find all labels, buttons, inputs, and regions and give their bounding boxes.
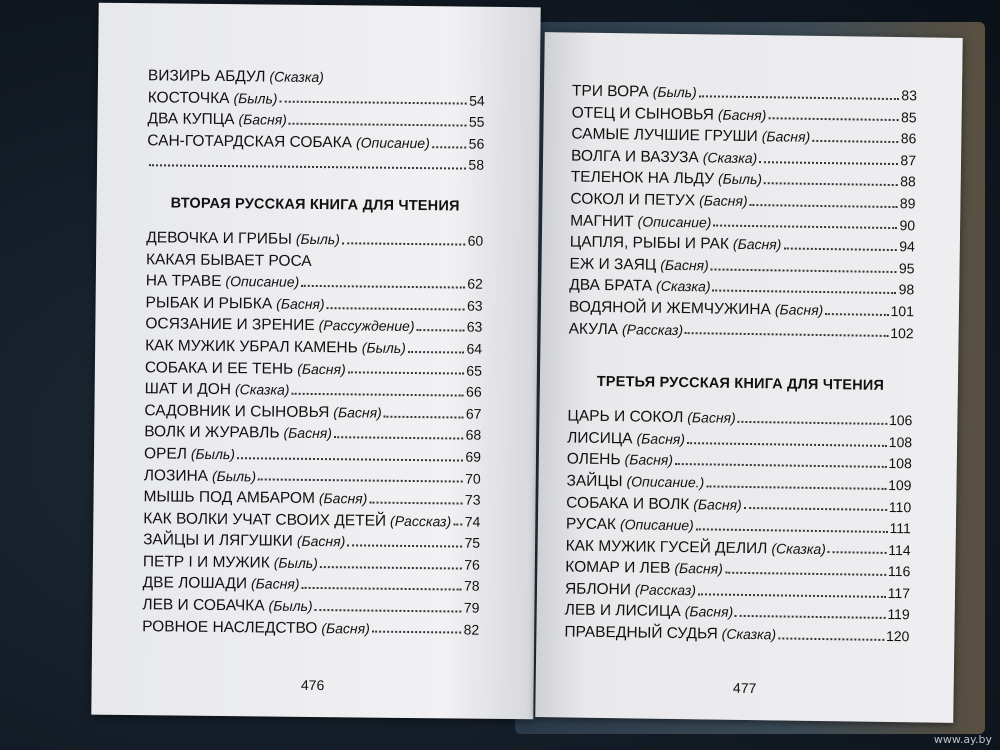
entry-genre: (Басня) bbox=[321, 619, 370, 637]
entry-page: 76 bbox=[464, 556, 480, 573]
entry-page: 119 bbox=[887, 606, 910, 623]
entry-genre: (Быль) bbox=[652, 83, 697, 101]
entry-page: 63 bbox=[466, 297, 483, 314]
entry-page: 56 bbox=[468, 135, 485, 152]
entry-title: ОРЕЛ bbox=[143, 445, 188, 463]
entry-page: 83 bbox=[901, 87, 918, 104]
entry-genre: (Сказка) bbox=[269, 68, 324, 86]
entry-page: 85 bbox=[900, 108, 917, 125]
entry-page: 64 bbox=[466, 340, 483, 357]
leader-dots bbox=[828, 552, 886, 555]
section-title: ТРЕТЬЯ РУССКАЯ КНИГА ДЛЯ ЧТЕНИЯ bbox=[596, 374, 885, 395]
entry-genre: (Басня) bbox=[283, 424, 333, 442]
leader-dots bbox=[327, 307, 465, 310]
entry-genre: (Описание) bbox=[225, 273, 300, 290]
entry-genre: (Басня) bbox=[297, 360, 346, 377]
leader-dots bbox=[685, 332, 888, 337]
entry-genre: (Быль) bbox=[717, 170, 763, 188]
entry-page: 73 bbox=[464, 491, 481, 508]
leader-dots bbox=[675, 463, 886, 468]
leader-dots bbox=[408, 351, 465, 354]
entry-page: 117 bbox=[887, 584, 911, 602]
entry-genre: (Сказка) bbox=[656, 278, 711, 295]
entry-page: 63 bbox=[466, 318, 483, 336]
entry-genre: (Сказка) bbox=[234, 381, 290, 398]
entry-title: ДВА КУПЦА bbox=[147, 110, 235, 129]
entry-page: 109 bbox=[888, 476, 912, 494]
entry-genre: (Описание) bbox=[355, 134, 430, 151]
entry-title: ДВЕ ЛОШАДИ bbox=[142, 574, 248, 593]
leader-dots bbox=[825, 313, 888, 316]
entry-genre: (Басня) bbox=[732, 235, 782, 253]
entry-page: 111 bbox=[889, 520, 912, 537]
leader-dots bbox=[812, 140, 899, 143]
leader-dots bbox=[778, 637, 884, 640]
entry-genre: (Сказка) bbox=[771, 540, 826, 557]
entry-title: ДВА БРАТА bbox=[569, 276, 653, 295]
entry-title: ТЕЛЕНОК НА ЛЬДУ bbox=[570, 168, 715, 188]
watermark: www.ay.by bbox=[933, 733, 992, 746]
entry-genre: (Басня) bbox=[774, 301, 824, 318]
entry-title: АКУЛА bbox=[568, 320, 619, 338]
leader-dots bbox=[149, 164, 466, 169]
entry-genre: (Басня) bbox=[693, 495, 742, 513]
left-entries-top bbox=[147, 65, 485, 176]
entry-page: 69 bbox=[465, 448, 482, 465]
leader-dots bbox=[699, 95, 900, 100]
leader-dots bbox=[750, 204, 898, 208]
entry-title: ПРАВЕДНЫЙ СУДЬЯ bbox=[564, 623, 718, 643]
entry-page: 75 bbox=[464, 534, 481, 552]
entry-page: 82 bbox=[463, 621, 480, 638]
leader-dots bbox=[347, 544, 462, 547]
entry-page: 66 bbox=[466, 383, 482, 400]
leader-dots bbox=[735, 615, 885, 619]
leader-dots bbox=[764, 182, 898, 186]
entry-title: ШАТ И ДОН bbox=[144, 380, 232, 399]
entry-page: 55 bbox=[468, 113, 485, 130]
entry-title: САМЫЕ ЛУЧШИЕ ГРУШИ bbox=[571, 125, 758, 146]
entry-title: КАКАЯ БЫВАЕТ РОСА bbox=[145, 250, 312, 270]
entry-title: ЛЕВ И ЛИСИЦА bbox=[564, 601, 681, 621]
entry-page: 94 bbox=[899, 238, 915, 255]
leader-dots bbox=[301, 587, 462, 591]
leader-dots bbox=[725, 572, 886, 576]
page-number: 476 bbox=[300, 676, 325, 694]
toc-entry bbox=[142, 616, 479, 641]
entry-title: ВОЛК И ЖУРАВЛЬ bbox=[144, 423, 280, 442]
entry-page: 101 bbox=[890, 302, 915, 320]
entry-title: ВОДЯНОЙ И ЖЕМЧУЖИНА bbox=[568, 298, 772, 319]
leader-dots bbox=[384, 415, 464, 418]
leader-dots bbox=[768, 118, 899, 122]
entry-genre: (Быль) bbox=[273, 554, 318, 571]
leader-dots bbox=[759, 161, 898, 165]
entry-title: КОМАР И ЛЕВ bbox=[565, 558, 671, 578]
entry-title: ЛОЗИНА bbox=[143, 466, 209, 485]
entry-genre: (Быль) bbox=[190, 445, 236, 463]
entry-genre: (Басня) bbox=[684, 603, 734, 621]
entry-page: 89 bbox=[899, 195, 916, 212]
entry-title: САН-ГОТАРДСКАЯ СОБАКА bbox=[147, 132, 353, 152]
entry-page: 90 bbox=[899, 216, 916, 233]
entry-page: 78 bbox=[463, 578, 480, 595]
leader-dots bbox=[687, 442, 887, 447]
entry-page: 108 bbox=[888, 433, 913, 451]
entry-genre: (Басня) bbox=[761, 128, 811, 146]
entry-page: 88 bbox=[900, 173, 916, 190]
entry-title: ОЛЕНЬ bbox=[566, 450, 621, 469]
entry-genre: (Сказка) bbox=[721, 625, 777, 643]
entry-genre: (Басня) bbox=[250, 575, 300, 593]
leader-dots bbox=[258, 479, 463, 483]
entry-page: 54 bbox=[469, 92, 485, 109]
entry-title: ЛИСИЦА bbox=[567, 429, 633, 448]
entry-title: СОКОЛ И ПЕТУХ bbox=[570, 190, 696, 210]
leader-dots bbox=[348, 372, 465, 375]
entry-title: ЦАРЬ И СОКОЛ bbox=[567, 407, 684, 427]
leader-dots bbox=[279, 101, 467, 105]
entry-genre: (Рассуждение) bbox=[318, 317, 415, 335]
entry-page: 95 bbox=[898, 259, 915, 277]
leader-dots bbox=[706, 485, 886, 490]
entry-title: ВИЗИРЬ АБДУЛ bbox=[147, 67, 266, 86]
entry-page: 62 bbox=[467, 275, 483, 292]
leader-dots bbox=[334, 436, 464, 439]
entry-genre: (Басня) bbox=[276, 295, 325, 312]
entry-page: 108 bbox=[888, 455, 912, 472]
entry-genre: (Быль) bbox=[361, 339, 406, 356]
entry-title: МАГНИТ bbox=[570, 212, 634, 230]
entry-title: РУСАК bbox=[565, 515, 617, 534]
entry-genre: (Быль) bbox=[233, 89, 278, 107]
toc-entry bbox=[569, 318, 914, 344]
entry-page: 74 bbox=[464, 513, 481, 530]
entry-genre: (Басня) bbox=[318, 490, 368, 507]
entry-page: 106 bbox=[888, 412, 913, 429]
entry-title: КАК МУЖИК УБРАЛ КАМЕНЬ bbox=[145, 337, 358, 357]
left-toc bbox=[92, 65, 540, 642]
entry-page: 79 bbox=[463, 599, 480, 616]
entry-title: ТРИ ВОРА bbox=[571, 82, 649, 101]
entry-page: 120 bbox=[885, 628, 910, 645]
entry-page: 98 bbox=[898, 281, 915, 298]
leader-dots bbox=[453, 524, 463, 526]
entry-page: 68 bbox=[465, 426, 482, 444]
entry-title: ЯБЛОНИ bbox=[564, 580, 632, 599]
entry-genre: (Басня) bbox=[674, 560, 723, 577]
entry-page: 58 bbox=[468, 156, 485, 174]
toc-entry bbox=[564, 622, 909, 648]
leader-dots bbox=[301, 285, 465, 289]
entry-title: СОБАКА И ЕЕ ТЕНЬ bbox=[144, 358, 294, 378]
entry-genre: (Рассказ) bbox=[634, 581, 697, 599]
entry-genre: (Басня) bbox=[699, 192, 748, 209]
toc-entry bbox=[147, 152, 484, 177]
entry-title: САДОВНИК И СЫНОВЬЯ bbox=[144, 401, 330, 421]
entry-title: ОТЕЦ И СЫНОВЬЯ bbox=[571, 104, 715, 124]
right-toc bbox=[536, 80, 962, 648]
leader-dots bbox=[417, 329, 465, 332]
leader-dots bbox=[698, 593, 886, 598]
entry-title: ДЕВОЧКА И ГРИБЫ bbox=[146, 229, 292, 248]
entry-genre: (Басня) bbox=[636, 430, 686, 447]
entry-page: 110 bbox=[888, 498, 912, 515]
left-entries bbox=[142, 227, 483, 641]
entry-page: 60 bbox=[467, 232, 484, 249]
entry-genre: (Рассказ) bbox=[390, 512, 452, 530]
entry-page: 102 bbox=[890, 324, 914, 341]
right-entries bbox=[564, 406, 912, 648]
entry-title: МЫШЬ ПОД АМБАРОМ bbox=[143, 488, 316, 508]
right-page bbox=[535, 32, 963, 723]
entry-title: РОВНОЕ НАСЛЕДСТВО bbox=[142, 617, 318, 637]
entry-title: ЦАПЛЯ, РЫБЫ И РАК bbox=[569, 233, 730, 253]
leader-dots bbox=[432, 146, 467, 148]
entry-title: РЫБАК И РЫБКА bbox=[145, 293, 273, 313]
entry-genre: (Басня) bbox=[717, 106, 767, 123]
entry-title: ОСЯЗАНИЕ И ЗРЕНИЕ bbox=[145, 315, 315, 335]
entry-title: ЛЕВ И СОБАЧКА bbox=[142, 596, 265, 615]
entry-page: 116 bbox=[887, 563, 911, 580]
left-page bbox=[91, 3, 540, 720]
entry-page: 70 bbox=[465, 470, 481, 487]
entry-genre: (Басня) bbox=[660, 256, 709, 274]
entry-genre: (Басня) bbox=[333, 403, 382, 421]
entry-genre: (Быль) bbox=[211, 467, 257, 484]
leader-dots bbox=[713, 225, 897, 230]
entry-page: 86 bbox=[900, 130, 917, 147]
entry-title: ЕЖ И ЗАЯЦ bbox=[569, 255, 657, 274]
toc-entry bbox=[147, 130, 484, 155]
entry-genre: (Описание) bbox=[619, 516, 694, 534]
entry-title: КАК ВОЛКИ УЧАТ СВОИХ ДЕТЕЙ bbox=[143, 509, 387, 530]
leader-dots bbox=[738, 421, 887, 425]
entry-title: КАК МУЖИК ГУСЕЙ ДЕЛИЛ bbox=[565, 537, 768, 557]
entry-page: 65 bbox=[466, 362, 482, 379]
leader-dots bbox=[783, 247, 897, 251]
leader-dots bbox=[237, 457, 464, 461]
entry-genre: (Басня) bbox=[624, 451, 674, 469]
entry-title: СОБАКА И ВОЛК bbox=[566, 493, 690, 513]
entry-title: ПЕТР I И МУЖИК bbox=[142, 553, 270, 572]
entry-page: 87 bbox=[900, 151, 917, 169]
leader-dots bbox=[315, 609, 462, 613]
leader-dots bbox=[744, 507, 887, 511]
entry-genre: (Сказка) bbox=[702, 149, 758, 166]
right-entries-top bbox=[569, 81, 918, 345]
entry-genre: (Басня) bbox=[687, 409, 736, 426]
section-title: ВТОРАЯ РУССКАЯ КНИГА ДЛЯ ЧТЕНИЯ bbox=[170, 195, 460, 215]
leader-dots bbox=[712, 290, 896, 295]
entry-genre: (Басня) bbox=[238, 111, 287, 128]
leader-dots bbox=[291, 393, 464, 397]
page-number: 477 bbox=[732, 679, 757, 697]
entry-genre: (Быль) bbox=[268, 597, 313, 615]
leader-dots bbox=[711, 268, 897, 273]
leader-dots bbox=[372, 631, 462, 634]
leader-dots bbox=[289, 123, 467, 127]
entry-genre: (Рассказ) bbox=[621, 320, 684, 338]
entry-genre: (Описание) bbox=[637, 212, 712, 231]
entry-title: НА ТРАВЕ bbox=[145, 272, 222, 291]
entry-genre: (Быль) bbox=[295, 230, 340, 248]
leader-dots bbox=[369, 501, 463, 504]
entry-genre: (Басня) bbox=[296, 533, 346, 550]
entry-title: ВОЛГА И ВАЗУЗА bbox=[570, 147, 699, 167]
entry-genre: (Описание.) bbox=[626, 473, 705, 491]
entry-page: 67 bbox=[465, 405, 482, 422]
leader-dots bbox=[696, 528, 888, 533]
entry-title: ЗАЙЦЫ И ЛЯГУШКИ bbox=[143, 531, 293, 551]
leader-dots bbox=[320, 566, 463, 569]
leader-dots bbox=[342, 242, 466, 245]
entry-page: 114 bbox=[888, 541, 911, 558]
entry-title: КОСТОЧКА bbox=[147, 88, 230, 107]
entry-title: ЗАЙЦЫ bbox=[566, 472, 623, 491]
